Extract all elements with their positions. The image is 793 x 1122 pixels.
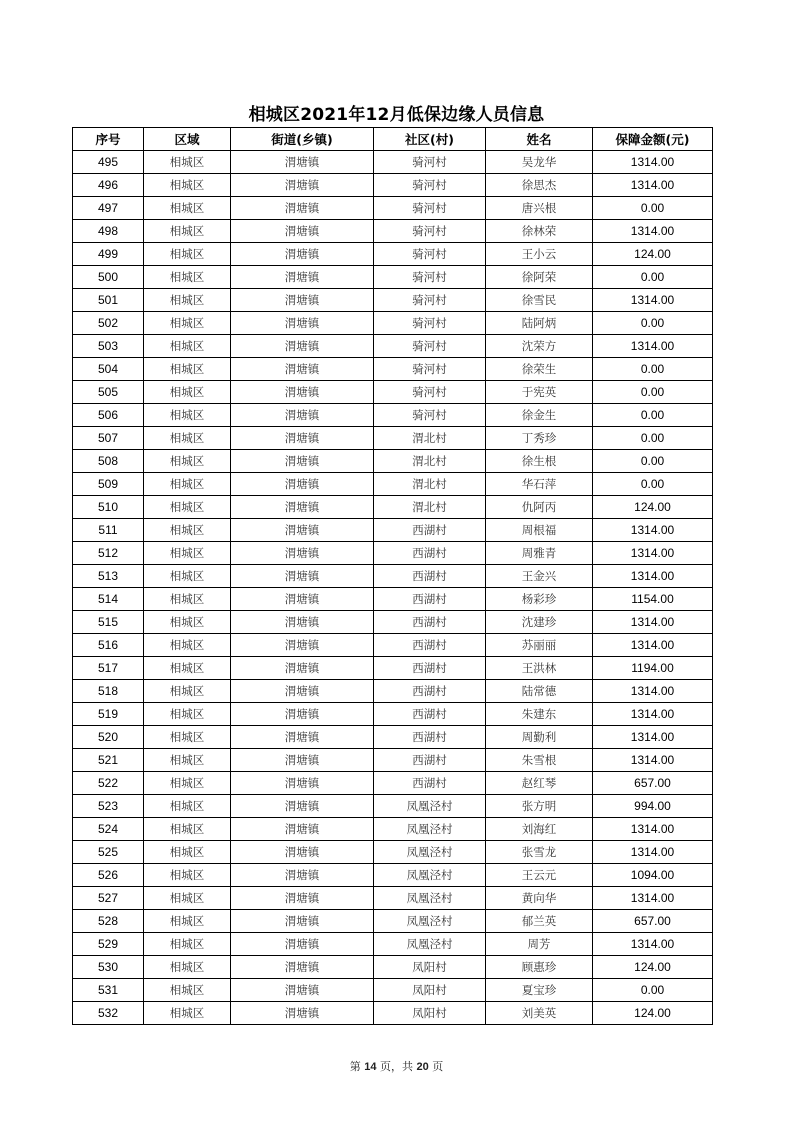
cell-amount: 1194.00: [593, 657, 713, 680]
cell-village: 凤凰泾村: [374, 864, 486, 887]
cell-amount: 1314.00: [593, 841, 713, 864]
cell-village: 骑河村: [374, 335, 486, 358]
cell-name: 唐兴根: [486, 197, 593, 220]
cell-village: 西湖村: [374, 519, 486, 542]
cell-town: 渭塘镇: [231, 496, 374, 519]
cell-name: 张方明: [486, 795, 593, 818]
cell-amount: 0.00: [593, 381, 713, 404]
cell-amount: 657.00: [593, 910, 713, 933]
cell-amount: 124.00: [593, 496, 713, 519]
cell-village: 凤凰泾村: [374, 841, 486, 864]
cell-name: 王云元: [486, 864, 593, 887]
cell-town: 渭塘镇: [231, 795, 374, 818]
cell-town: 渭塘镇: [231, 657, 374, 680]
cell-village: 西湖村: [374, 726, 486, 749]
cell-town: 渭塘镇: [231, 841, 374, 864]
cell-district: 相城区: [144, 887, 231, 910]
cell-district: 相城区: [144, 542, 231, 565]
cell-amount: 0.00: [593, 450, 713, 473]
footer-prefix: 第: [349, 1060, 361, 1073]
cell-name: 苏丽丽: [486, 634, 593, 657]
cell-name: 徐荣生: [486, 358, 593, 381]
cell-district: 相城区: [144, 657, 231, 680]
table-row: [73, 519, 713, 542]
cell-index: 500: [73, 266, 144, 289]
cell-district: 相城区: [144, 864, 231, 887]
table-row: [73, 335, 713, 358]
footer-suffix: 页: [432, 1060, 444, 1073]
cell-town: 渭塘镇: [231, 864, 374, 887]
cell-name: 周芳: [486, 933, 593, 956]
cell-amount: 1314.00: [593, 680, 713, 703]
cell-amount: 994.00: [593, 795, 713, 818]
cell-name: 吴龙华: [486, 151, 593, 174]
cell-index: 514: [73, 588, 144, 611]
cell-name: 丁秀珍: [486, 427, 593, 450]
cell-district: 相城区: [144, 588, 231, 611]
cell-amount: 1314.00: [593, 634, 713, 657]
cell-name: 朱雪根: [486, 749, 593, 772]
cell-name: 刘美英: [486, 1002, 593, 1025]
cell-district: 相城区: [144, 910, 231, 933]
cell-village: 骑河村: [374, 381, 486, 404]
cell-index: 497: [73, 197, 144, 220]
cell-index: 522: [73, 772, 144, 795]
cell-town: 渭塘镇: [231, 703, 374, 726]
cell-name: 王金兴: [486, 565, 593, 588]
table-row: [73, 749, 713, 772]
column-header-name: 姓名: [486, 128, 593, 151]
cell-amount: 0.00: [593, 312, 713, 335]
cell-village: 骑河村: [374, 243, 486, 266]
cell-index: 505: [73, 381, 144, 404]
cell-amount: 1314.00: [593, 519, 713, 542]
table-row: [73, 289, 713, 312]
table-row: [73, 565, 713, 588]
cell-amount: 1094.00: [593, 864, 713, 887]
cell-index: 521: [73, 749, 144, 772]
cell-town: 渭塘镇: [231, 749, 374, 772]
cell-index: 512: [73, 542, 144, 565]
cell-index: 511: [73, 519, 144, 542]
cell-town: 渭塘镇: [231, 312, 374, 335]
cell-district: 相城区: [144, 496, 231, 519]
cell-village: 西湖村: [374, 611, 486, 634]
cell-index: 517: [73, 657, 144, 680]
cell-index: 519: [73, 703, 144, 726]
cell-district: 相城区: [144, 381, 231, 404]
cell-amount: 1314.00: [593, 703, 713, 726]
cell-town: 渭塘镇: [231, 933, 374, 956]
cell-village: 凤阳村: [374, 956, 486, 979]
cell-district: 相城区: [144, 818, 231, 841]
cell-district: 相城区: [144, 841, 231, 864]
cell-amount: 1314.00: [593, 542, 713, 565]
table-row: [73, 197, 713, 220]
table-row: [73, 496, 713, 519]
cell-district: 相城区: [144, 565, 231, 588]
cell-name: 朱建东: [486, 703, 593, 726]
cell-district: 相城区: [144, 473, 231, 496]
table-row: [73, 979, 713, 1002]
cell-district: 相城区: [144, 404, 231, 427]
cell-index: 498: [73, 220, 144, 243]
cell-district: 相城区: [144, 795, 231, 818]
cell-village: 凤凰泾村: [374, 910, 486, 933]
cell-name: 沈建珍: [486, 611, 593, 634]
footer-middle: 页，共: [380, 1060, 413, 1073]
cell-amount: 124.00: [593, 1002, 713, 1025]
table-row: [73, 864, 713, 887]
cell-town: 渭塘镇: [231, 956, 374, 979]
cell-index: 508: [73, 450, 144, 473]
cell-town: 渭塘镇: [231, 634, 374, 657]
table-row: [73, 312, 713, 335]
cell-district: 相城区: [144, 749, 231, 772]
cell-name: 徐生根: [486, 450, 593, 473]
table-row: [73, 427, 713, 450]
cell-village: 西湖村: [374, 680, 486, 703]
cell-district: 相城区: [144, 611, 231, 634]
table-row: [73, 588, 713, 611]
cell-index: 523: [73, 795, 144, 818]
cell-district: 相城区: [144, 220, 231, 243]
cell-town: 渭塘镇: [231, 1002, 374, 1025]
cell-amount: 1154.00: [593, 588, 713, 611]
cell-index: 499: [73, 243, 144, 266]
table-row: [73, 450, 713, 473]
data-table: [72, 127, 713, 1025]
cell-name: 周雅青: [486, 542, 593, 565]
cell-index: 507: [73, 427, 144, 450]
cell-name: 王小云: [486, 243, 593, 266]
cell-town: 渭塘镇: [231, 197, 374, 220]
cell-district: 相城区: [144, 243, 231, 266]
cell-town: 渭塘镇: [231, 450, 374, 473]
table-row: [73, 381, 713, 404]
cell-district: 相城区: [144, 427, 231, 450]
column-header-village: 社区(村): [374, 128, 486, 151]
cell-district: 相城区: [144, 450, 231, 473]
table-row: [73, 358, 713, 381]
cell-district: 相城区: [144, 703, 231, 726]
cell-town: 渭塘镇: [231, 611, 374, 634]
cell-name: 刘海红: [486, 818, 593, 841]
table-row: [73, 473, 713, 496]
cell-name: 于宪英: [486, 381, 593, 404]
table-body: [73, 151, 713, 1025]
cell-village: 骑河村: [374, 404, 486, 427]
cell-name: 徐金生: [486, 404, 593, 427]
cell-amount: 1314.00: [593, 151, 713, 174]
cell-name: 周勤利: [486, 726, 593, 749]
table-row: [73, 841, 713, 864]
cell-village: 凤凰泾村: [374, 933, 486, 956]
table-row: [73, 933, 713, 956]
table-row: [73, 174, 713, 197]
column-header-town: 街道(乡镇): [231, 128, 374, 151]
cell-index: 530: [73, 956, 144, 979]
cell-town: 渭塘镇: [231, 220, 374, 243]
cell-village: 凤阳村: [374, 1002, 486, 1025]
table-row: [73, 220, 713, 243]
cell-village: 西湖村: [374, 657, 486, 680]
cell-index: 501: [73, 289, 144, 312]
table-row: [73, 266, 713, 289]
cell-name: 仇阿丙: [486, 496, 593, 519]
cell-town: 渭塘镇: [231, 243, 374, 266]
cell-amount: 0.00: [593, 473, 713, 496]
cell-town: 渭塘镇: [231, 404, 374, 427]
cell-district: 相城区: [144, 519, 231, 542]
table-row: [73, 542, 713, 565]
cell-village: 西湖村: [374, 772, 486, 795]
cell-village: 骑河村: [374, 358, 486, 381]
cell-index: 515: [73, 611, 144, 634]
cell-index: 496: [73, 174, 144, 197]
cell-index: 524: [73, 818, 144, 841]
cell-village: 骑河村: [374, 174, 486, 197]
table-row: [73, 680, 713, 703]
cell-index: 502: [73, 312, 144, 335]
cell-name: 赵红琴: [486, 772, 593, 795]
cell-amount: 0.00: [593, 358, 713, 381]
cell-index: 526: [73, 864, 144, 887]
table-row: [73, 795, 713, 818]
cell-index: 527: [73, 887, 144, 910]
cell-district: 相城区: [144, 1002, 231, 1025]
cell-district: 相城区: [144, 956, 231, 979]
cell-district: 相城区: [144, 726, 231, 749]
document-title: 相城区2021年12月低保边缘人员信息: [248, 105, 545, 125]
table-row: [73, 956, 713, 979]
cell-town: 渭塘镇: [231, 680, 374, 703]
cell-district: 相城区: [144, 312, 231, 335]
cell-town: 渭塘镇: [231, 335, 374, 358]
table-row: [73, 703, 713, 726]
cell-town: 渭塘镇: [231, 818, 374, 841]
cell-name: 沈荣方: [486, 335, 593, 358]
cell-amount: 0.00: [593, 427, 713, 450]
cell-town: 渭塘镇: [231, 473, 374, 496]
table-row: [73, 404, 713, 427]
column-header-index: 序号: [73, 128, 144, 151]
cell-index: 528: [73, 910, 144, 933]
cell-index: 520: [73, 726, 144, 749]
cell-town: 渭塘镇: [231, 519, 374, 542]
cell-name: 杨彩珍: [486, 588, 593, 611]
cell-town: 渭塘镇: [231, 979, 374, 1002]
cell-district: 相城区: [144, 358, 231, 381]
cell-name: 华石萍: [486, 473, 593, 496]
cell-amount: 1314.00: [593, 220, 713, 243]
cell-amount: 0.00: [593, 197, 713, 220]
cell-village: 骑河村: [374, 266, 486, 289]
cell-town: 渭塘镇: [231, 910, 374, 933]
cell-town: 渭塘镇: [231, 289, 374, 312]
cell-village: 凤凰泾村: [374, 818, 486, 841]
table-row: [73, 1002, 713, 1025]
cell-town: 渭塘镇: [231, 266, 374, 289]
cell-district: 相城区: [144, 634, 231, 657]
cell-name: 黄向华: [486, 887, 593, 910]
cell-village: 凤凰泾村: [374, 795, 486, 818]
column-header-district: 区域: [144, 128, 231, 151]
cell-name: 徐林荣: [486, 220, 593, 243]
table-row: [73, 657, 713, 680]
cell-district: 相城区: [144, 933, 231, 956]
cell-village: 骑河村: [374, 289, 486, 312]
cell-index: 531: [73, 979, 144, 1002]
cell-index: 525: [73, 841, 144, 864]
cell-index: 510: [73, 496, 144, 519]
cell-village: 骑河村: [374, 312, 486, 335]
cell-amount: 124.00: [593, 243, 713, 266]
cell-village: 凤阳村: [374, 979, 486, 1002]
cell-village: 西湖村: [374, 588, 486, 611]
cell-index: 513: [73, 565, 144, 588]
cell-name: 顾惠珍: [486, 956, 593, 979]
cell-index: 532: [73, 1002, 144, 1025]
cell-name: 徐雪民: [486, 289, 593, 312]
cell-amount: 1314.00: [593, 749, 713, 772]
cell-amount: 657.00: [593, 772, 713, 795]
page-footer: [0, 1058, 793, 1074]
table-row: [73, 243, 713, 266]
cell-village: 凤凰泾村: [374, 887, 486, 910]
cell-village: 渭北村: [374, 473, 486, 496]
cell-village: 骑河村: [374, 151, 486, 174]
cell-index: 504: [73, 358, 144, 381]
cell-name: 张雪龙: [486, 841, 593, 864]
cell-name: 陆常德: [486, 680, 593, 703]
total-page-count: 20: [416, 1061, 429, 1073]
cell-district: 相城区: [144, 335, 231, 358]
cell-town: 渭塘镇: [231, 358, 374, 381]
cell-amount: 0.00: [593, 266, 713, 289]
cell-district: 相城区: [144, 151, 231, 174]
table-row: [73, 818, 713, 841]
table-header-row: [73, 128, 713, 151]
cell-village: 西湖村: [374, 703, 486, 726]
cell-village: 西湖村: [374, 749, 486, 772]
cell-district: 相城区: [144, 174, 231, 197]
cell-town: 渭塘镇: [231, 887, 374, 910]
table-row: [73, 611, 713, 634]
table-row: [73, 772, 713, 795]
cell-district: 相城区: [144, 772, 231, 795]
cell-town: 渭塘镇: [231, 588, 374, 611]
cell-amount: 1314.00: [593, 933, 713, 956]
cell-name: 郁兰英: [486, 910, 593, 933]
cell-amount: 0.00: [593, 404, 713, 427]
cell-amount: 1314.00: [593, 289, 713, 312]
current-page-number: 14: [364, 1061, 377, 1073]
cell-village: 骑河村: [374, 197, 486, 220]
table-row: [73, 726, 713, 749]
cell-amount: 1314.00: [593, 565, 713, 588]
cell-amount: 1314.00: [593, 887, 713, 910]
column-header-amount: 保障金额(元): [593, 128, 713, 151]
cell-village: 骑河村: [374, 220, 486, 243]
cell-name: 周根福: [486, 519, 593, 542]
cell-amount: 1314.00: [593, 726, 713, 749]
cell-amount: 1314.00: [593, 611, 713, 634]
cell-name: 徐思杰: [486, 174, 593, 197]
cell-district: 相城区: [144, 197, 231, 220]
cell-town: 渭塘镇: [231, 772, 374, 795]
table-row: [73, 887, 713, 910]
cell-index: 518: [73, 680, 144, 703]
cell-district: 相城区: [144, 979, 231, 1002]
cell-amount: 1314.00: [593, 174, 713, 197]
cell-amount: 1314.00: [593, 818, 713, 841]
cell-name: 夏宝珍: [486, 979, 593, 1002]
cell-index: 516: [73, 634, 144, 657]
cell-town: 渭塘镇: [231, 151, 374, 174]
cell-index: 509: [73, 473, 144, 496]
cell-village: 西湖村: [374, 634, 486, 657]
cell-index: 495: [73, 151, 144, 174]
cell-town: 渭塘镇: [231, 427, 374, 450]
table-row: [73, 151, 713, 174]
cell-index: 506: [73, 404, 144, 427]
cell-town: 渭塘镇: [231, 542, 374, 565]
cell-name: 陆阿炳: [486, 312, 593, 335]
cell-name: 王洪林: [486, 657, 593, 680]
cell-village: 渭北村: [374, 427, 486, 450]
cell-index: 503: [73, 335, 144, 358]
cell-amount: 124.00: [593, 956, 713, 979]
cell-index: 529: [73, 933, 144, 956]
cell-district: 相城区: [144, 680, 231, 703]
cell-district: 相城区: [144, 266, 231, 289]
cell-district: 相城区: [144, 289, 231, 312]
cell-town: 渭塘镇: [231, 174, 374, 197]
cell-village: 渭北村: [374, 496, 486, 519]
cell-village: 西湖村: [374, 565, 486, 588]
cell-amount: 0.00: [593, 979, 713, 1002]
table-row: [73, 634, 713, 657]
cell-town: 渭塘镇: [231, 726, 374, 749]
table-row: [73, 910, 713, 933]
cell-name: 徐阿荣: [486, 266, 593, 289]
cell-village: 渭北村: [374, 450, 486, 473]
cell-amount: 1314.00: [593, 335, 713, 358]
cell-town: 渭塘镇: [231, 381, 374, 404]
cell-town: 渭塘镇: [231, 565, 374, 588]
cell-village: 西湖村: [374, 542, 486, 565]
